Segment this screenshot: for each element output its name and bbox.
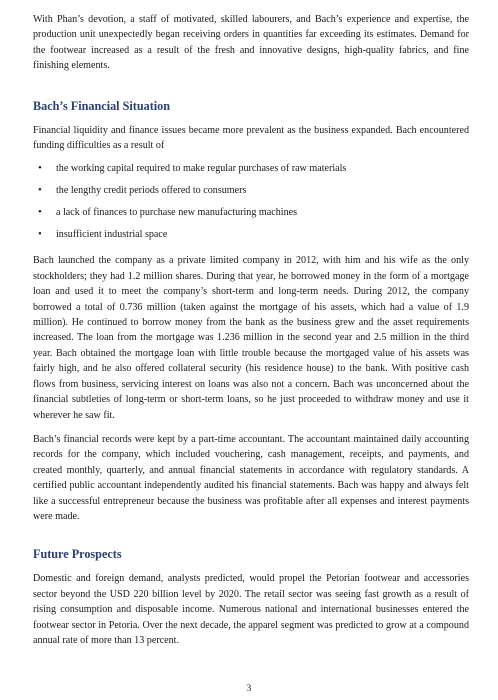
funding-difficulties-list [33,161,469,242]
list-item [33,183,469,198]
company-loans-paragraph: Bach launched the company as a private limited company in 2012, with him and his wife as the only stockholders; they had 1.2 million shares. During that year, he borrowed money in the form of a mortgage loan and used it to meet the company’s short-term and long-term needs. During 2012, the company borrowed a total of 0.736 million (taken against the mortgage of his assets, which had a value of 1.9 million). He continued to borrow money from the bank as the business grew and the asset requirements increased. The loan from the mortgage was 1.236 million in the second year and 2.5 million in the third year. Bach obtained the mortgage loan with little trouble because the mortgaged value of his assets was fairly high, and he also offered collateral security (his residence house) to the bank. With positive cash flows from business, servicing interest on loans was also not a concern. Bach was unconcerned about the financial subtleties of long-term or short-term loans, so he just proceeded to withdraw money and use it wherever he saw fit. [33,255,469,421]
list-item [33,227,469,242]
bullet-icon: • [38,184,42,197]
list-item [33,161,469,176]
list-item-text: the lengthy credit periods offered to consumers [56,185,247,197]
intro-paragraph: With Phan’s devotion, a staff of motivated, skilled labourers, and Bach’s experience and expertise, the production unit unexpectedly began receiving orders in quantities far exceeding its estimates. Demand for the footwear increased as a result of the fresh and innovative designs, high-quality fabrics, and fine finishing elements. [33,14,469,72]
financial-records-paragraph: Bach’s financial records were kept by a part-time accountant. The accountant maintained daily accounting records for the company, which included vouchering, cash management, receipts, and payments, and created monthly, quarterly, and annual financial statements in accordance with regulatory standards. A certified public accountant independently audited his financial statements. Bach was happy and always felt like a successful entrepreneur because the business was profitable after all expenses and interest payments were made. [33,433,469,522]
financial-situation-heading: Bach’s Financial Situation [33,98,171,113]
list-item-text: the working capital required to make regular purchases of raw materials [56,163,347,175]
bullet-icon: • [38,228,42,241]
bullet-icon: • [38,206,42,219]
future-prospects-paragraph: Domestic and foreign demand, analysts predicted, would propel the Petorian footwear and accessories sector beyond the USD 220 billion level by 2020. The retail sector was seeing fast growth as a result of rising consumption and disposable income. Numerous national and international businesses entered the footwear sector in Petoria. Over the next decade, the apparel segment was predicted to grow at a compound annual rate of more than 13 percent. [33,573,469,646]
list-item-text: a lack of finances to purchase new manufacturing machines [56,207,298,219]
list-item [33,205,469,220]
financial-lead-paragraph: Financial liquidity and finance issues became more prevalent as the business expanded. Bach encountered funding difficulties as a result of [33,124,469,152]
document-page [33,12,469,648]
page-number: 3 [246,684,252,694]
future-prospects-heading: Future Prospects [33,547,122,562]
bullet-icon: • [38,162,42,175]
list-item-text: insufficient industrial space [56,229,168,241]
